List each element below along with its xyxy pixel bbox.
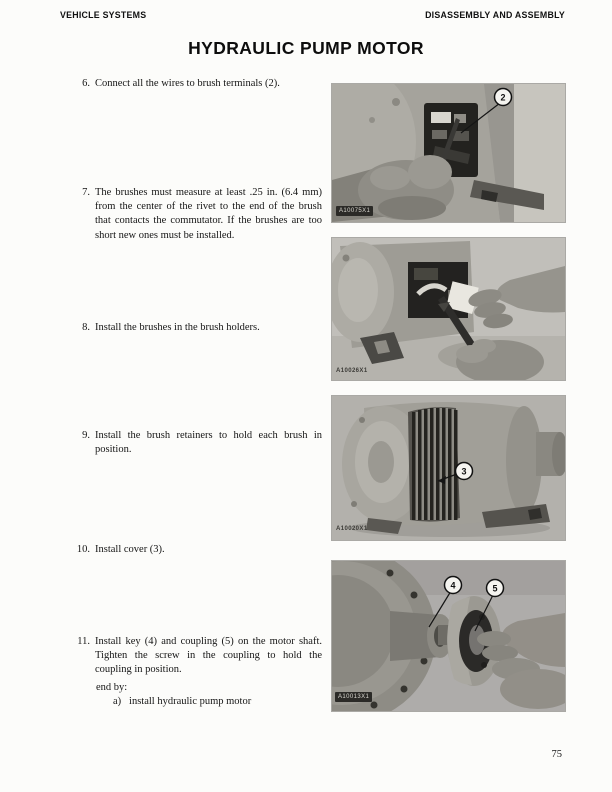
photo-id-label: A10026X1: [336, 368, 368, 374]
callout-2-label: 2: [500, 92, 506, 103]
step-6: [66, 77, 322, 91]
callout-5-label: 5: [492, 583, 498, 594]
step-number: 6.: [82, 78, 90, 89]
step-9: [66, 429, 322, 457]
step-number: 9.: [82, 430, 90, 441]
step-text: The brushes must measure at least .25 in. (6.4 mm) from the center of the rivet to the end of the brush that contacts the commutator. If the brushes are too short new ones must be installed.: [95, 187, 322, 241]
header-section-right: DISASSEMBLY AND ASSEMBLY: [425, 10, 565, 20]
step-number: 11.: [77, 636, 90, 647]
photo-connect-wires-illustration: [332, 84, 565, 222]
step-text: Connect all the wires to brush terminals (2).: [95, 78, 280, 89]
photo-install-coupling: [332, 561, 565, 711]
page-title: HYDRAULIC PUMP MOTOR: [188, 38, 424, 58]
step-11: [66, 635, 322, 678]
header-section-left: VEHICLE SYSTEMS: [60, 10, 147, 20]
step-number: 7.: [82, 187, 90, 198]
step-number: 8.: [82, 322, 90, 333]
photo-connect-wires: [332, 84, 565, 222]
photo-install-brushes: [332, 238, 565, 380]
end-by-label: end by:: [96, 682, 128, 693]
step-number: 10.: [76, 544, 90, 555]
callout-4-label: 4: [450, 580, 456, 591]
step-text: Install key (4) and coupling (5) on the motor shaft. Tighten the screw in the coupling to hold the coupling in position.: [95, 636, 322, 676]
photo-install-coupling-illustration: [332, 561, 565, 711]
step-text: Install the brush retainers to hold each brush in position.: [95, 430, 322, 456]
photo-id-label: A10013X1: [335, 692, 372, 702]
photo-id-label: A10075X1: [336, 206, 373, 216]
step-text: Install cover (3).: [95, 544, 165, 555]
photo-install-cover: [332, 396, 565, 540]
vent-grille: [408, 407, 460, 521]
callout-3-label: 3: [461, 466, 467, 477]
step-8: [66, 321, 322, 335]
step-7: [66, 186, 322, 243]
photo-install-cover-illustration: [332, 396, 565, 540]
page-number: 75: [551, 749, 562, 760]
end-by-item-a: a) install hydraulic pump motor: [113, 696, 252, 707]
photo-install-brushes-illustration: [332, 238, 565, 380]
photo-id-label: A10020X1: [336, 526, 368, 532]
step-text: Install the brushes in the brush holders.: [95, 322, 260, 333]
step-10: [66, 543, 322, 557]
